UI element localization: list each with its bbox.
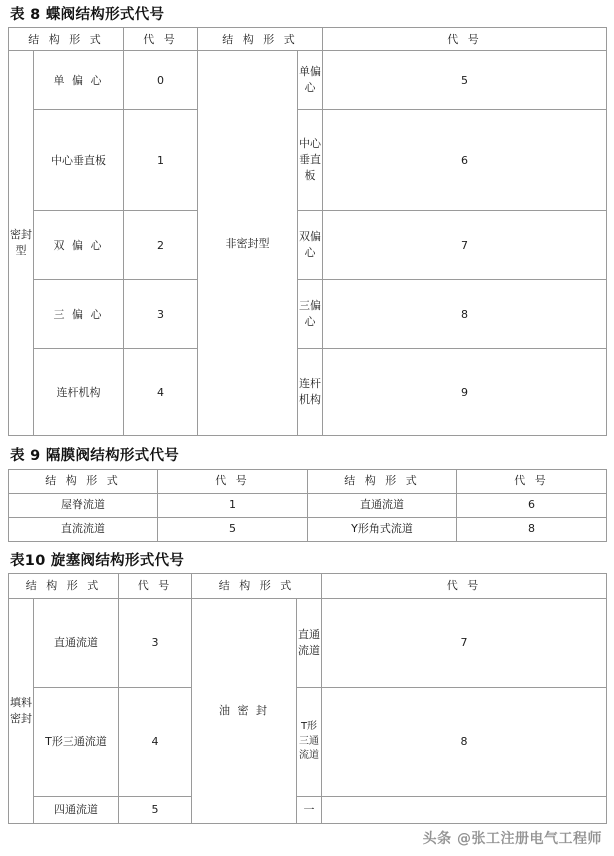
t8-left-form-0: 单 偏 心 [34, 51, 124, 110]
t8-left-code-3: 3 [124, 280, 198, 349]
t8-right-form-4-text: 连杆机构 [299, 377, 321, 407]
t10-right-code-0: 7 [322, 599, 607, 688]
t8-right-form-1 [298, 110, 323, 211]
t8-left-group-label-text: 密封型 [10, 228, 32, 258]
t9-code-left-1: 5 [158, 517, 308, 541]
t8-left-code-0: 0 [124, 51, 198, 110]
t8-left-form-1: 中心垂直板 [34, 110, 124, 211]
t8-left-form-4: 连杆机构 [34, 349, 124, 436]
t10-left-form-0: 直通流道 [34, 599, 119, 688]
t9-code-left-0: 1 [158, 493, 308, 517]
t10-left-group-label-text: 填料密封 [10, 696, 32, 726]
t10-right-form-1 [297, 688, 322, 797]
t10-left-code-0: 3 [119, 599, 192, 688]
t10-header-code-left: 代 号 [119, 574, 192, 599]
t8-header-code-right: 代 号 [323, 28, 607, 51]
t10-right-code-1: 8 [322, 688, 607, 797]
table-row [9, 688, 607, 797]
t8-left-group-label [9, 51, 34, 436]
t10-header-form-right: 结 构 形 式 [192, 574, 322, 599]
t8-header-code-left: 代 号 [124, 28, 198, 51]
t9-form-left-0: 屋脊流道 [9, 493, 158, 517]
t10-left-code-2: 5 [119, 797, 192, 824]
t8-left-code-4: 4 [124, 349, 198, 436]
t8-right-code-2: 7 [323, 211, 607, 280]
t8-right-form-0 [298, 51, 323, 110]
t9-form-right-1: Y形角式流道 [308, 517, 457, 541]
table-row [9, 110, 607, 211]
table-row [9, 280, 607, 349]
t9-code-right-0: 6 [457, 493, 607, 517]
t10-right-form-0-text: 直通流道 [298, 628, 320, 658]
t10-left-form-2: 四通流道 [34, 797, 119, 824]
t10-header-code-right: 代 号 [322, 574, 607, 599]
t10-right-form-1-text: T形三通流道 [299, 721, 319, 762]
table-8 [8, 27, 607, 436]
t8-left-form-3: 三 偏 心 [34, 280, 124, 349]
t8-left-code-1: 1 [124, 110, 198, 211]
t9-form-left-1: 直流流道 [9, 517, 158, 541]
t8-right-code-3: 8 [323, 280, 607, 349]
t8-right-code-1: 6 [323, 110, 607, 211]
table-row-header [9, 574, 607, 599]
table-8-title: 表 8 蝶阀结构形式代号 [10, 7, 165, 23]
t8-right-group-label: 非密封型 [198, 51, 298, 436]
t10-right-group-label: 油 密 封 [192, 599, 297, 824]
table-row [9, 599, 607, 688]
t10-left-code-1: 4 [119, 688, 192, 797]
t8-header-form-left: 结 构 形 式 [9, 28, 124, 51]
t9-code-right-1: 8 [457, 517, 607, 541]
t10-right-form-2 [297, 797, 322, 824]
t8-left-code-2: 2 [124, 211, 198, 280]
table-row [9, 51, 607, 110]
t8-right-code-4: 9 [323, 349, 607, 436]
watermark: 头条 @张工注册电气工程师 [422, 831, 602, 847]
table-row [9, 211, 607, 280]
t9-header-form-left: 结 构 形 式 [9, 469, 158, 493]
table-row [9, 797, 607, 824]
table-9-title: 表 9 隔膜阀结构形式代号 [10, 448, 180, 465]
t8-left-form-2: 双 偏 心 [34, 211, 124, 280]
t8-right-form-2-text: 双偏心 [299, 230, 321, 260]
table-row [9, 493, 607, 517]
table-row [9, 349, 607, 436]
t10-right-form-2-text: 一 [303, 803, 315, 817]
t10-left-form-1: T形三通流道 [34, 688, 119, 797]
table-row [9, 517, 607, 541]
t8-right-form-4 [298, 349, 323, 436]
t9-header-code-left: 代 号 [158, 469, 308, 493]
t8-right-form-0-text: 单偏心 [299, 65, 321, 95]
t8-right-form-3-text: 三偏心 [299, 299, 321, 329]
table-10 [8, 573, 607, 824]
table-row-header [9, 28, 607, 51]
t9-header-code-right: 代 号 [457, 469, 607, 493]
t10-header-form-left: 结 构 形 式 [9, 574, 119, 599]
t10-right-form-0 [297, 599, 322, 688]
t8-right-form-2 [298, 211, 323, 280]
t8-right-code-0: 5 [323, 51, 607, 110]
table-9 [8, 469, 607, 542]
t10-right-code-2 [322, 797, 607, 824]
table-10-title: 表10 旋塞阀结构形式代号 [10, 552, 185, 569]
t8-right-form-1-text: 中心垂直板 [299, 137, 321, 183]
table-row-header [9, 469, 607, 493]
t9-header-form-right: 结 构 形 式 [308, 469, 457, 493]
t8-header-form-right: 结 构 形 式 [198, 28, 323, 51]
t9-form-right-0: 直通流道 [308, 493, 457, 517]
t10-left-group-label [9, 599, 34, 824]
t8-right-form-3 [298, 280, 323, 349]
